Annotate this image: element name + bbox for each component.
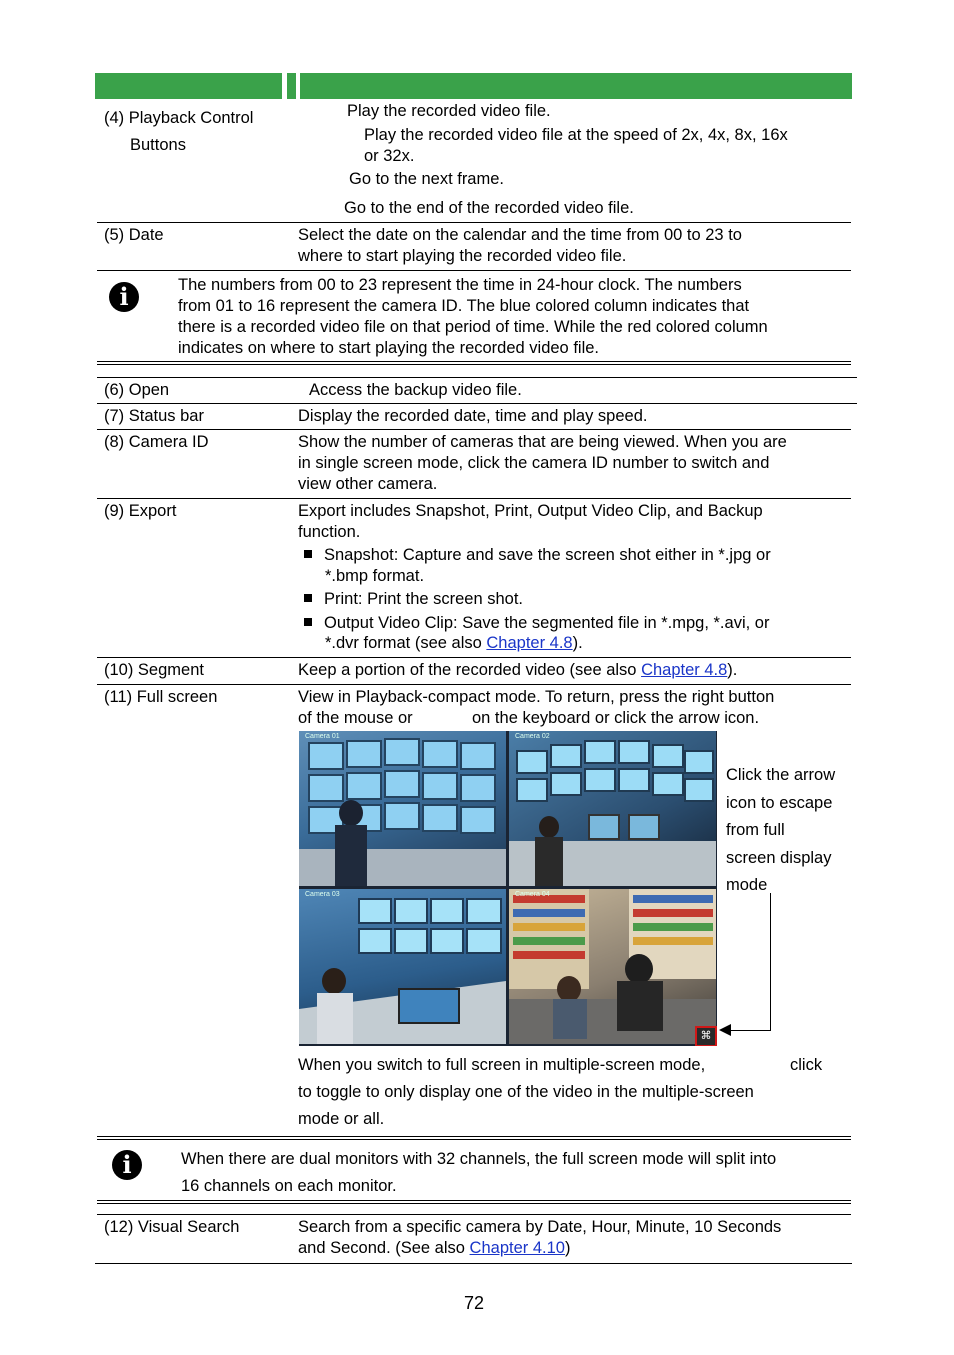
divider [97,498,851,499]
row5-desc-1: Select the date on the calendar and the time from 00 to 23 to [298,226,742,244]
row6-label: (6) Open [104,381,170,399]
divider [97,361,851,362]
bullet-output [304,613,769,634]
row4-item-next: Go to the next frame. [349,170,504,188]
callout-connector [770,893,771,1030]
bullet-square-icon [304,594,312,602]
divider [97,1203,851,1204]
arrow-head-icon [719,1024,731,1036]
row5-desc-2: where to start playing the recorded video file. [298,247,627,265]
callout-line: icon to escape [726,793,833,812]
row9-intro-1: Export includes Snapshot, Print, Output Video Clip, and Backup [298,502,763,520]
fullscreen-screenshot [299,731,717,1046]
table-header-left [95,73,282,99]
divider [95,1263,852,1264]
bullet-print [304,589,523,610]
divider [97,1139,851,1140]
divider [97,1200,851,1201]
divider [97,222,851,223]
store-shelves [509,889,716,1044]
monitor-wall [509,731,716,886]
row11-label: (11) Full screen [104,688,218,706]
camera-view-2 [509,731,716,886]
note1-line: The numbers from 00 to 23 represent the time in 24-hour clock. The numbers [178,276,742,294]
row11-desc-2a: of the mouse or [298,709,413,727]
bullet-text: Snapshot: Capture and save the screen shot either in *.jpg or [324,546,771,564]
row11-after-3: mode or all. [298,1110,385,1128]
chapter-link[interactable]: Chapter 4.8 [486,634,573,652]
escape-fullscreen-arrow-icon[interactable]: ⌘ [695,1026,717,1046]
row10-label: (10) Segment [104,661,204,679]
callout-line: mode [726,876,768,894]
row11-after-2: to toggle to only display one of the video in the multiple-screen [298,1083,754,1101]
divider [97,270,851,271]
row11-desc-2b: on the keyboard or click the arrow icon. [472,709,760,727]
row11-after-1b: click [790,1056,823,1074]
table-header-divider [287,73,296,99]
row8-desc-1: Show the number of cameras that are being viewed. When you are [298,433,787,451]
text: Keep a portion of the recorded video (see also [298,661,642,679]
row8-label: (8) Camera ID [104,433,209,451]
row4-item-speed: Play the recorded video file at the speed of 2x, 4x, 8x, 16x [364,126,788,144]
text: ) [564,1239,571,1257]
row12-desc-1: Search from a specific camera by Date, Hour, Minute, 10 Seconds [298,1218,782,1236]
row4-item-end: Go to the end of the recorded video file. [344,199,634,217]
text: and Second. (See also [298,1239,470,1257]
divider [97,1214,851,1215]
note2-line-1: When there are dual monitors with 32 channels, the full screen mode will split into [181,1150,777,1168]
row10-desc [298,660,737,681]
row8-desc-3: view other camera. [298,475,438,493]
row11-desc-1: View in Playback-compact mode. To return, press the right button [298,688,775,706]
callout-text [726,762,835,900]
monitor-wall [299,889,506,1044]
row9-label: (9) Export [104,502,177,520]
row12-desc-2 [298,1238,570,1259]
callout-line: from full [726,821,785,839]
bullet-snapshot [304,545,771,566]
row4-item-speed-2: or 32x. [364,147,415,165]
text: *.dvr format (see also [325,634,487,652]
row4-label-1: (4) Playback Control [104,109,254,127]
row9-intro-2: function. [298,523,361,541]
monitor-wall [299,731,506,886]
camera-view-3 [299,889,506,1044]
row4-label-2: Buttons [130,136,186,154]
note1-line: indicates on where to start playing the recorded video file. [178,339,599,357]
bullet-text: Print: Print the screen shot. [324,590,524,608]
row12-label: (12) Visual Search [104,1218,240,1236]
callout-line: Click the arrow [726,766,836,784]
info-icon: i [109,282,139,312]
row5-label: (5) Date [104,226,164,244]
camera-label: Camera 04 [515,891,550,898]
row6-desc: Access the backup video file. [309,381,522,399]
chapter-link[interactable]: Chapter 4.10 [469,1239,565,1257]
row11-after-1a: When you switch to full screen in multiple-screen mode, [298,1056,706,1074]
divider [97,403,857,404]
bullet-square-icon [304,618,312,626]
table-header-right [300,73,852,99]
bullet-output-2 [325,633,583,654]
row7-label: (7) Status bar [104,407,204,425]
bullet-text: Output Video Clip: Save the segmented file in *.mpg, *.avi, or [324,614,770,632]
bullet-square-icon [304,550,312,558]
page-number: 72 [464,1293,485,1313]
info-icon: i [112,1150,142,1180]
note2-line-2: 16 channels on each monitor. [181,1177,397,1195]
row4-item-play: Play the recorded video file. [347,102,551,120]
text: ). [572,634,583,652]
camera-view-4 [509,889,716,1044]
divider [97,657,851,658]
divider [97,364,851,365]
camera-view-1 [299,731,506,886]
row8-desc-2: in single screen mode, click the camera ID number to switch and [298,454,770,472]
note1-line: from 01 to 16 represent the camera ID. The blue colored column indicates that [178,297,750,315]
divider [97,1136,851,1137]
camera-label: Camera 03 [305,891,340,898]
note1-line: there is a recorded video file on that period of time. While the red colored column [178,318,768,336]
divider [97,429,851,430]
camera-label: Camera 02 [515,733,550,740]
bullet-snapshot-2: *.bmp format. [325,567,425,585]
camera-label: Camera 01 [305,733,340,740]
divider [97,377,857,378]
callout-line: screen display [726,848,832,867]
row7-desc: Display the recorded date, time and play speed. [298,407,648,425]
chapter-link[interactable]: Chapter 4.8 [641,661,728,679]
divider [97,684,851,685]
callout-connector [730,1030,771,1031]
text: ). [727,661,738,679]
